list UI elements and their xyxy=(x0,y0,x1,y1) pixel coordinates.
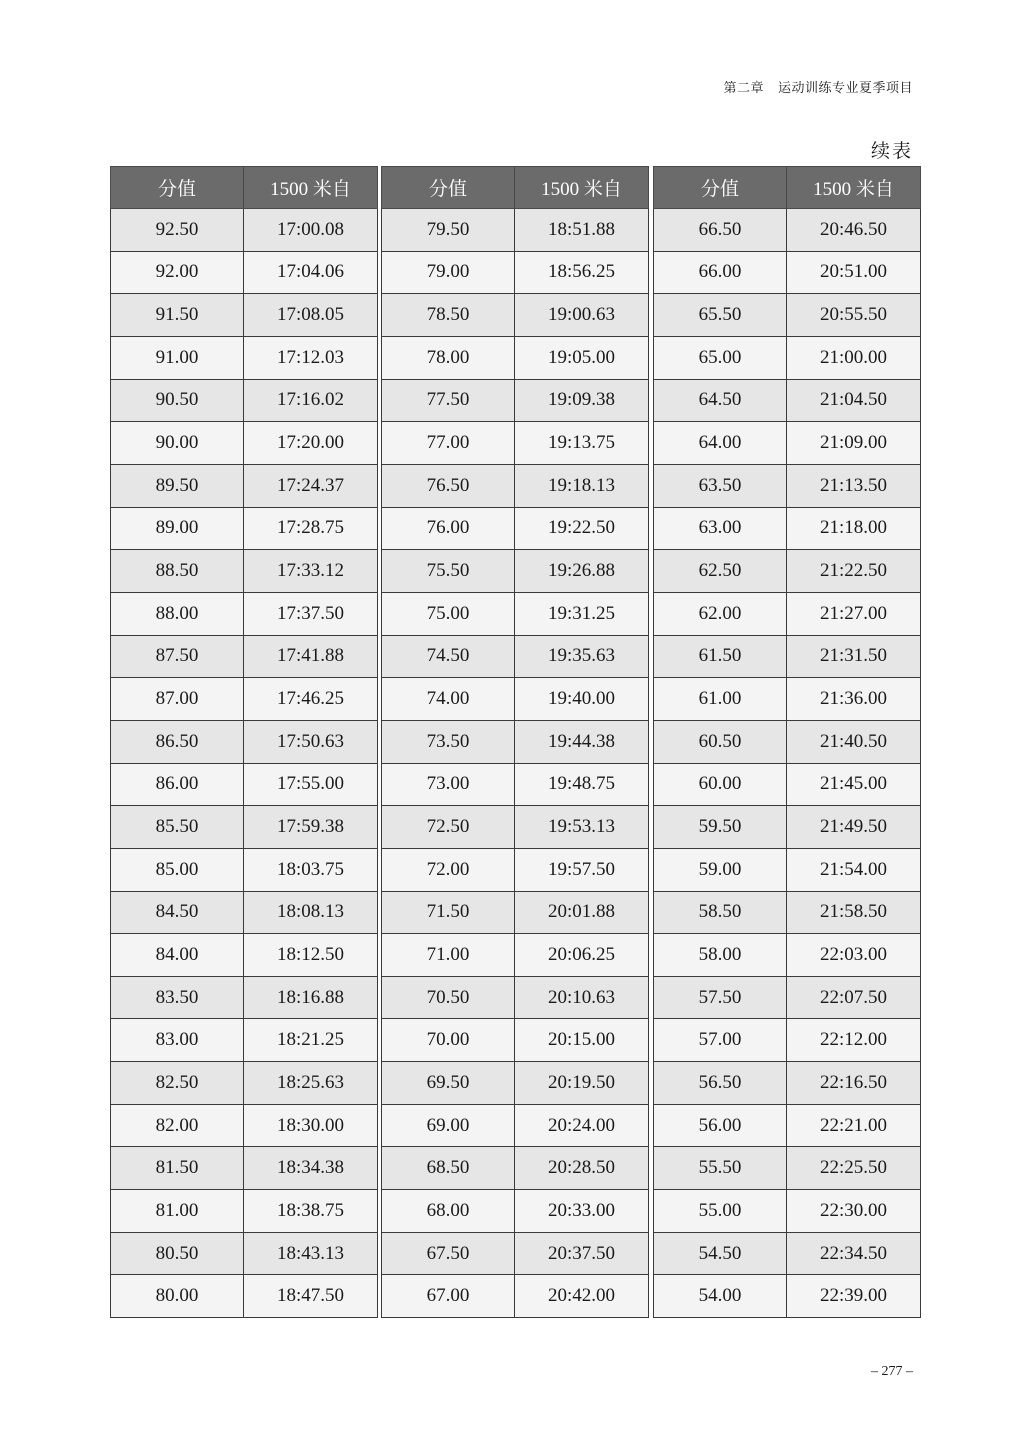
time-cell: 17:16.02 xyxy=(244,379,378,422)
time-cell: 17:55.00 xyxy=(244,763,378,806)
table-row xyxy=(382,1190,649,1233)
score-column-header: 分值 xyxy=(111,167,244,209)
time-cell: 21:40.50 xyxy=(787,720,921,763)
score-cell: 79.00 xyxy=(382,251,515,294)
score-cell: 87.50 xyxy=(111,635,244,678)
time-cell: 19:44.38 xyxy=(515,720,649,763)
table-row xyxy=(382,294,649,337)
score-cell: 54.50 xyxy=(654,1232,787,1275)
table-row xyxy=(654,891,921,934)
time-cell: 22:03.00 xyxy=(787,934,921,977)
score-cell: 88.50 xyxy=(111,550,244,593)
table-row xyxy=(111,1019,378,1062)
time-cell: 22:21.00 xyxy=(787,1104,921,1147)
time-cell: 20:42.00 xyxy=(515,1275,649,1318)
score-cell: 92.00 xyxy=(111,251,244,294)
score-cell: 91.00 xyxy=(111,336,244,379)
score-cell: 88.00 xyxy=(111,592,244,635)
time-cell: 21:18.00 xyxy=(787,507,921,550)
time-cell: 17:50.63 xyxy=(244,720,378,763)
table-row xyxy=(382,891,649,934)
table-row xyxy=(382,422,649,465)
score-cell: 89.50 xyxy=(111,464,244,507)
time-cell: 18:12.50 xyxy=(244,934,378,977)
score-cell: 80.50 xyxy=(111,1232,244,1275)
time-cell: 21:36.00 xyxy=(787,678,921,721)
score-cell: 75.00 xyxy=(382,592,515,635)
score-cell: 72.50 xyxy=(382,806,515,849)
score-cell: 59.00 xyxy=(654,848,787,891)
score-cell: 84.00 xyxy=(111,934,244,977)
table-row xyxy=(111,806,378,849)
score-cell: 62.00 xyxy=(654,592,787,635)
score-column-header: 分值 xyxy=(654,167,787,209)
time-cell: 20:37.50 xyxy=(515,1232,649,1275)
table-row xyxy=(382,763,649,806)
score-cell: 70.00 xyxy=(382,1019,515,1062)
score-cell: 57.50 xyxy=(654,976,787,1019)
table-row xyxy=(111,1147,378,1190)
chapter-label: 第二章 xyxy=(723,80,764,95)
section-title: 运动训练专业夏季项目 xyxy=(777,80,913,95)
table-row xyxy=(654,806,921,849)
score-cell: 80.00 xyxy=(111,1275,244,1318)
time-cell: 21:13.50 xyxy=(787,464,921,507)
time-cell: 19:48.75 xyxy=(515,763,649,806)
time-cell: 21:45.00 xyxy=(787,763,921,806)
table-row xyxy=(654,209,921,252)
table-row xyxy=(382,934,649,977)
time-cell: 20:19.50 xyxy=(515,1062,649,1105)
score-cell: 83.50 xyxy=(111,976,244,1019)
time-cell: 19:53.13 xyxy=(515,806,649,849)
score-cell: 67.50 xyxy=(382,1232,515,1275)
time-cell: 21:04.50 xyxy=(787,379,921,422)
time-cell: 21:09.00 xyxy=(787,422,921,465)
table-row xyxy=(111,848,378,891)
table-row xyxy=(111,251,378,294)
table-row xyxy=(382,1104,649,1147)
score-cell: 60.50 xyxy=(654,720,787,763)
score-cell: 82.00 xyxy=(111,1104,244,1147)
table-row xyxy=(111,294,378,337)
time-cell: 20:24.00 xyxy=(515,1104,649,1147)
score-cell: 64.50 xyxy=(654,379,787,422)
table-row xyxy=(111,1275,378,1318)
time-cell: 19:13.75 xyxy=(515,422,649,465)
score-tables xyxy=(110,166,920,1318)
table-row xyxy=(382,336,649,379)
header-row xyxy=(654,167,921,209)
table-row xyxy=(382,251,649,294)
table-row xyxy=(382,550,649,593)
table-row xyxy=(111,464,378,507)
time-cell: 18:21.25 xyxy=(244,1019,378,1062)
score-cell: 57.00 xyxy=(654,1019,787,1062)
score-cell: 92.50 xyxy=(111,209,244,252)
time-cell: 18:51.88 xyxy=(515,209,649,252)
time-cell: 17:33.12 xyxy=(244,550,378,593)
score-cell: 74.00 xyxy=(382,678,515,721)
table-row xyxy=(111,336,378,379)
table-row xyxy=(654,1104,921,1147)
table-row xyxy=(382,1062,649,1105)
score-cell: 65.00 xyxy=(654,336,787,379)
score-cell: 81.00 xyxy=(111,1190,244,1233)
score-cell: 73.00 xyxy=(382,763,515,806)
table-row xyxy=(111,976,378,1019)
score-cell: 63.50 xyxy=(654,464,787,507)
score-cell: 73.50 xyxy=(382,720,515,763)
table-row xyxy=(654,848,921,891)
table-row xyxy=(382,848,649,891)
score-cell: 64.00 xyxy=(654,422,787,465)
table-row xyxy=(382,1232,649,1275)
time-cell: 19:22.50 xyxy=(515,507,649,550)
table-row xyxy=(654,763,921,806)
time-cell: 17:20.00 xyxy=(244,422,378,465)
time-cell: 18:47.50 xyxy=(244,1275,378,1318)
table-row xyxy=(111,763,378,806)
time-cell: 17:41.88 xyxy=(244,635,378,678)
time-cell: 19:05.00 xyxy=(515,336,649,379)
time-cell: 20:46.50 xyxy=(787,209,921,252)
table-row xyxy=(654,1147,921,1190)
score-cell: 66.00 xyxy=(654,251,787,294)
score-cell: 65.50 xyxy=(654,294,787,337)
page-number: – 277 – xyxy=(871,1364,913,1379)
score-cell: 81.50 xyxy=(111,1147,244,1190)
table-row xyxy=(111,1232,378,1275)
event-column-header: 1500 米自 xyxy=(787,167,921,209)
time-cell: 21:49.50 xyxy=(787,806,921,849)
score-cell: 62.50 xyxy=(654,550,787,593)
table-row xyxy=(654,1190,921,1233)
score-cell: 55.00 xyxy=(654,1190,787,1233)
header-row xyxy=(111,167,378,209)
time-cell: 22:07.50 xyxy=(787,976,921,1019)
time-cell: 20:06.25 xyxy=(515,934,649,977)
table-row xyxy=(111,209,378,252)
score-cell: 66.50 xyxy=(654,209,787,252)
table-row xyxy=(654,934,921,977)
table-row xyxy=(111,550,378,593)
score-cell: 61.50 xyxy=(654,635,787,678)
score-cell: 58.00 xyxy=(654,934,787,977)
time-cell: 18:38.75 xyxy=(244,1190,378,1233)
time-cell: 22:34.50 xyxy=(787,1232,921,1275)
table-row xyxy=(654,507,921,550)
score-cell: 68.50 xyxy=(382,1147,515,1190)
continued-label: 续表 xyxy=(870,141,913,162)
time-cell: 19:09.38 xyxy=(515,379,649,422)
table-row xyxy=(654,464,921,507)
time-cell: 20:51.00 xyxy=(787,251,921,294)
time-cell: 21:00.00 xyxy=(787,336,921,379)
score-cell: 76.50 xyxy=(382,464,515,507)
time-cell: 18:56.25 xyxy=(515,251,649,294)
score-cell: 85.50 xyxy=(111,806,244,849)
time-cell: 19:26.88 xyxy=(515,550,649,593)
score-cell: 90.50 xyxy=(111,379,244,422)
table-row xyxy=(382,1275,649,1318)
score-cell: 56.00 xyxy=(654,1104,787,1147)
score-cell: 74.50 xyxy=(382,635,515,678)
table-row xyxy=(654,1019,921,1062)
table-row xyxy=(654,720,921,763)
score-cell: 87.00 xyxy=(111,678,244,721)
table-row xyxy=(382,976,649,1019)
table-row xyxy=(111,592,378,635)
score-cell: 78.50 xyxy=(382,294,515,337)
time-cell: 18:03.75 xyxy=(244,848,378,891)
table-row xyxy=(654,592,921,635)
score-cell: 89.00 xyxy=(111,507,244,550)
table-row xyxy=(654,294,921,337)
time-cell: 18:30.00 xyxy=(244,1104,378,1147)
time-cell: 17:24.37 xyxy=(244,464,378,507)
table-row xyxy=(382,592,649,635)
score-table-3 xyxy=(653,166,921,1318)
score-cell: 84.50 xyxy=(111,891,244,934)
time-cell: 18:25.63 xyxy=(244,1062,378,1105)
table-row xyxy=(382,507,649,550)
running-header xyxy=(723,77,913,96)
score-cell: 77.00 xyxy=(382,422,515,465)
table-row xyxy=(382,464,649,507)
table-row xyxy=(111,1062,378,1105)
table-row xyxy=(111,422,378,465)
time-cell: 18:08.13 xyxy=(244,891,378,934)
time-cell: 17:59.38 xyxy=(244,806,378,849)
score-cell: 55.50 xyxy=(654,1147,787,1190)
time-cell: 20:33.00 xyxy=(515,1190,649,1233)
table-row xyxy=(111,678,378,721)
table-row xyxy=(111,891,378,934)
table-row xyxy=(654,1232,921,1275)
table-row xyxy=(382,1019,649,1062)
time-cell: 22:30.00 xyxy=(787,1190,921,1233)
table-row xyxy=(654,336,921,379)
time-cell: 22:16.50 xyxy=(787,1062,921,1105)
table-row xyxy=(111,1104,378,1147)
score-cell: 54.00 xyxy=(654,1275,787,1318)
time-cell: 17:12.03 xyxy=(244,336,378,379)
score-cell: 86.00 xyxy=(111,763,244,806)
time-cell: 18:43.13 xyxy=(244,1232,378,1275)
score-cell: 60.00 xyxy=(654,763,787,806)
time-cell: 20:15.00 xyxy=(515,1019,649,1062)
score-cell: 90.00 xyxy=(111,422,244,465)
table-row xyxy=(654,1062,921,1105)
score-cell: 69.50 xyxy=(382,1062,515,1105)
time-cell: 20:10.63 xyxy=(515,976,649,1019)
score-cell: 83.00 xyxy=(111,1019,244,1062)
time-cell: 17:04.06 xyxy=(244,251,378,294)
time-cell: 20:28.50 xyxy=(515,1147,649,1190)
score-cell: 67.00 xyxy=(382,1275,515,1318)
table-row xyxy=(382,379,649,422)
table-row xyxy=(111,720,378,763)
score-cell: 71.00 xyxy=(382,934,515,977)
time-cell: 17:08.05 xyxy=(244,294,378,337)
score-cell: 75.50 xyxy=(382,550,515,593)
time-cell: 19:35.63 xyxy=(515,635,649,678)
score-cell: 58.50 xyxy=(654,891,787,934)
time-cell: 21:22.50 xyxy=(787,550,921,593)
table-row xyxy=(654,678,921,721)
score-cell: 82.50 xyxy=(111,1062,244,1105)
event-column-header: 1500 米自 xyxy=(244,167,378,209)
score-column-header: 分值 xyxy=(382,167,515,209)
time-cell: 22:25.50 xyxy=(787,1147,921,1190)
table-row xyxy=(654,976,921,1019)
table-row xyxy=(111,934,378,977)
score-table-1 xyxy=(110,166,378,1318)
table-row xyxy=(654,550,921,593)
table-row xyxy=(111,635,378,678)
time-cell: 22:12.00 xyxy=(787,1019,921,1062)
score-table-2 xyxy=(381,166,649,1318)
time-cell: 18:16.88 xyxy=(244,976,378,1019)
header-row xyxy=(382,167,649,209)
score-cell: 76.00 xyxy=(382,507,515,550)
time-cell: 19:18.13 xyxy=(515,464,649,507)
table-row xyxy=(654,1275,921,1318)
event-column-header: 1500 米自 xyxy=(515,167,649,209)
score-cell: 59.50 xyxy=(654,806,787,849)
table-row xyxy=(382,720,649,763)
score-cell: 86.50 xyxy=(111,720,244,763)
time-cell: 17:46.25 xyxy=(244,678,378,721)
time-cell: 22:39.00 xyxy=(787,1275,921,1318)
time-cell: 17:37.50 xyxy=(244,592,378,635)
score-cell: 69.00 xyxy=(382,1104,515,1147)
score-cell: 85.00 xyxy=(111,848,244,891)
score-cell: 61.00 xyxy=(654,678,787,721)
table-row xyxy=(654,251,921,294)
time-cell: 21:31.50 xyxy=(787,635,921,678)
score-cell: 77.50 xyxy=(382,379,515,422)
table-row xyxy=(654,422,921,465)
time-cell: 21:27.00 xyxy=(787,592,921,635)
score-cell: 78.00 xyxy=(382,336,515,379)
score-cell: 71.50 xyxy=(382,891,515,934)
score-cell: 72.00 xyxy=(382,848,515,891)
table-row xyxy=(382,806,649,849)
time-cell: 18:34.38 xyxy=(244,1147,378,1190)
table-row xyxy=(382,209,649,252)
table-row xyxy=(382,1147,649,1190)
score-cell: 63.00 xyxy=(654,507,787,550)
time-cell: 17:28.75 xyxy=(244,507,378,550)
score-cell: 56.50 xyxy=(654,1062,787,1105)
table-row xyxy=(111,379,378,422)
table-row xyxy=(382,635,649,678)
time-cell: 21:54.00 xyxy=(787,848,921,891)
time-cell: 19:00.63 xyxy=(515,294,649,337)
time-cell: 17:00.08 xyxy=(244,209,378,252)
time-cell: 21:58.50 xyxy=(787,891,921,934)
score-cell: 79.50 xyxy=(382,209,515,252)
score-cell: 68.00 xyxy=(382,1190,515,1233)
time-cell: 20:01.88 xyxy=(515,891,649,934)
table-row xyxy=(382,678,649,721)
time-cell: 19:40.00 xyxy=(515,678,649,721)
table-row xyxy=(654,379,921,422)
time-cell: 20:55.50 xyxy=(787,294,921,337)
time-cell: 19:31.25 xyxy=(515,592,649,635)
table-row xyxy=(654,635,921,678)
score-cell: 91.50 xyxy=(111,294,244,337)
table-row xyxy=(111,507,378,550)
score-cell: 70.50 xyxy=(382,976,515,1019)
time-cell: 19:57.50 xyxy=(515,848,649,891)
table-row xyxy=(111,1190,378,1233)
